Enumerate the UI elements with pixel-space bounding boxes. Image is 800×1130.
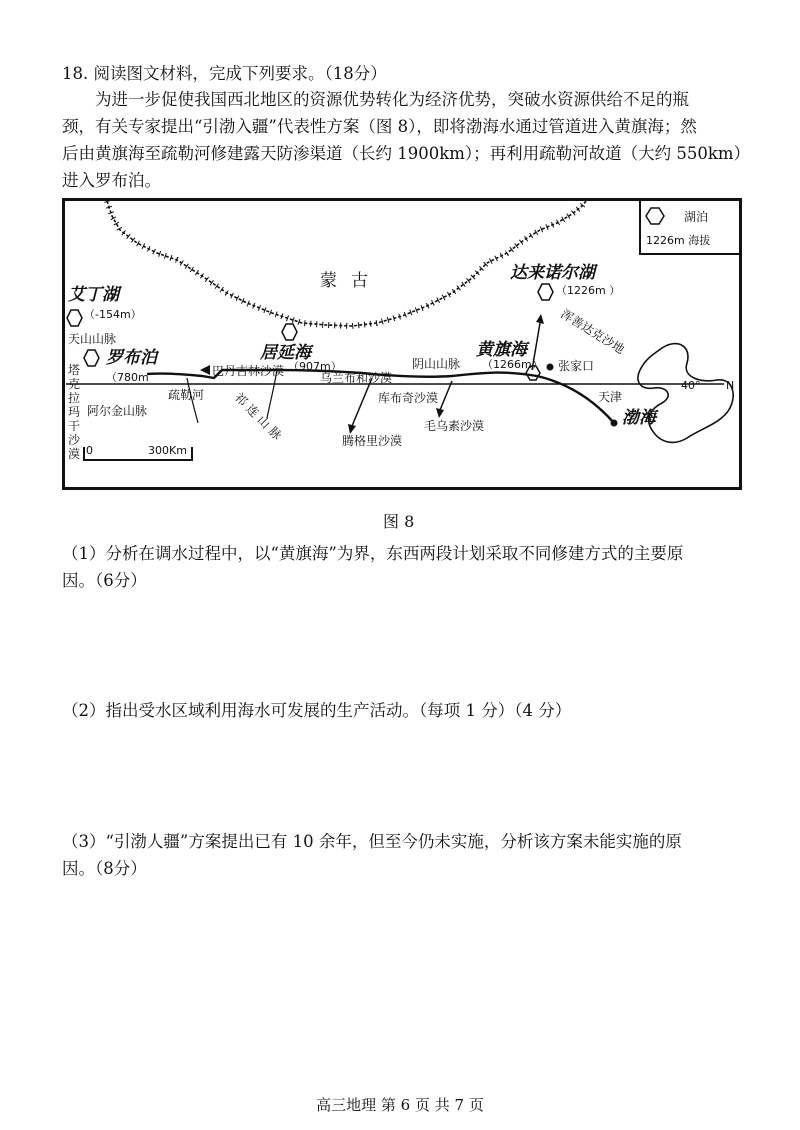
label-ulan-buh: 乌兰布和沙漠 bbox=[320, 371, 393, 385]
scale-zero: 0 bbox=[86, 444, 93, 457]
label-altun: 阿尔金山脉 bbox=[87, 404, 148, 418]
label-north: N bbox=[726, 379, 735, 392]
taklamakan-char: 沙 bbox=[68, 433, 81, 447]
label-huangqi-elev: （1266m） bbox=[482, 358, 543, 371]
mu-us-arrow bbox=[440, 381, 452, 410]
label-qilian: 祁连山脉 bbox=[231, 390, 288, 446]
label-taklamakan bbox=[68, 363, 81, 461]
label-dalai-nur-elev: （1226m ） bbox=[556, 284, 621, 297]
label-lop-nur: 罗布泊 bbox=[106, 348, 157, 368]
label-yinshan: 阴山山脉 bbox=[412, 357, 461, 371]
label-dalai-nur: 达来诺尔湖 bbox=[510, 263, 595, 283]
label-zhangjiakou: 张家口 bbox=[558, 359, 595, 373]
label-aiding-elev: （-154m） bbox=[84, 308, 142, 321]
label-lat-40: 40° bbox=[681, 379, 701, 392]
legend-elevation-label: 1226m 海拔 bbox=[646, 234, 711, 247]
taklamakan-char: 拉 bbox=[68, 391, 81, 405]
label-tianshan: 天山山脉 bbox=[68, 332, 117, 346]
page-footer: 高三地理 第 6 页 共 7 页 bbox=[316, 1096, 484, 1114]
label-mu-us: 毛乌素沙漠 bbox=[424, 419, 485, 433]
label-aiding-lake: 艾丁湖 bbox=[68, 285, 119, 305]
map-canvas bbox=[62, 198, 742, 490]
juyan-lake-icon bbox=[282, 324, 297, 340]
intro-line-4: 进入罗布泊。 bbox=[62, 171, 161, 190]
label-tianjin: 天津 bbox=[598, 390, 623, 404]
dalai-nur-arrowhead bbox=[536, 314, 544, 324]
label-badain-jaran: 巴丹吉林沙漠 bbox=[212, 364, 285, 378]
label-kubuqi: 库布奇沙漠 bbox=[378, 391, 439, 405]
label-huangqi-lake: 黄旗海 bbox=[476, 340, 527, 360]
taklamakan-char: 玛 bbox=[68, 405, 81, 419]
question-3-line-1: （3）“引渤人疆”方案提出已有 10 余年，但至今仍未实施，分析该方案未能实施的原 bbox=[62, 832, 682, 851]
taklamakan-char: 克 bbox=[68, 377, 81, 391]
figure-8-map bbox=[62, 198, 742, 490]
question-header: 18. 阅读图文材料，完成下列要求。（18分） bbox=[62, 64, 387, 83]
question-1-line-1: （1）分析在调水过程中，以“黄旗海”为界，东西两段计划采取不同修建方式的主要原 bbox=[62, 544, 684, 563]
label-bohai: 渤海 bbox=[622, 408, 656, 428]
label-juyan-elev: （907m） bbox=[288, 360, 342, 373]
question-2: （2）指出受水区域利用海水可发展的生产活动。（每项 1 分）（4 分） bbox=[62, 701, 572, 720]
intro-line-1: 为进一步促使我国西北地区的资源优势转化为经济优势，突破水资源供给不足的瓶 bbox=[95, 90, 689, 109]
zhangjiakou-dot bbox=[547, 364, 554, 371]
label-juyan-lake: 居延海 bbox=[260, 343, 311, 363]
tianjin-dot bbox=[611, 420, 618, 427]
taklamakan-char: 干 bbox=[68, 419, 81, 433]
taklamakan-char: 塔 bbox=[68, 363, 81, 377]
figure-caption: 图 8 bbox=[383, 512, 415, 531]
aiding-lake-icon bbox=[67, 310, 82, 326]
route-arrowhead bbox=[200, 365, 210, 375]
legend-lake-label: 湖泊 bbox=[684, 210, 709, 224]
mu-us-arrowhead bbox=[436, 408, 444, 418]
scale-max: 300Km bbox=[148, 444, 187, 457]
tengger-arrowhead bbox=[348, 424, 356, 434]
question-1-line-2: 因。（6分） bbox=[62, 571, 147, 590]
dalai-nur-icon bbox=[538, 284, 553, 300]
intro-line-3: 后由黄旗海至疏勒河修建露天防渗渠道（长约 1900km）；再利用疏勒河故道（大约 550km） bbox=[62, 144, 751, 163]
label-hunshandake: 浑善达克沙地 bbox=[558, 306, 627, 357]
label-shule-river: 疏勒河 bbox=[168, 388, 205, 402]
intro-line-2: 颈，有关专家提出“引渤入疆”代表性方案（图 8），即将渤海水通过管道进入黄旗海；然 bbox=[62, 117, 697, 136]
lop-nur-icon bbox=[84, 350, 99, 366]
question-3-line-2: 因。（8分） bbox=[62, 859, 147, 878]
label-lop-nur-elev: （780m bbox=[106, 371, 149, 384]
label-tengger: 腾格里沙漠 bbox=[342, 434, 403, 448]
taklamakan-char: 漠 bbox=[68, 447, 81, 461]
label-mongolia: 蒙古 bbox=[320, 271, 382, 291]
tengger-arrow bbox=[352, 378, 372, 426]
